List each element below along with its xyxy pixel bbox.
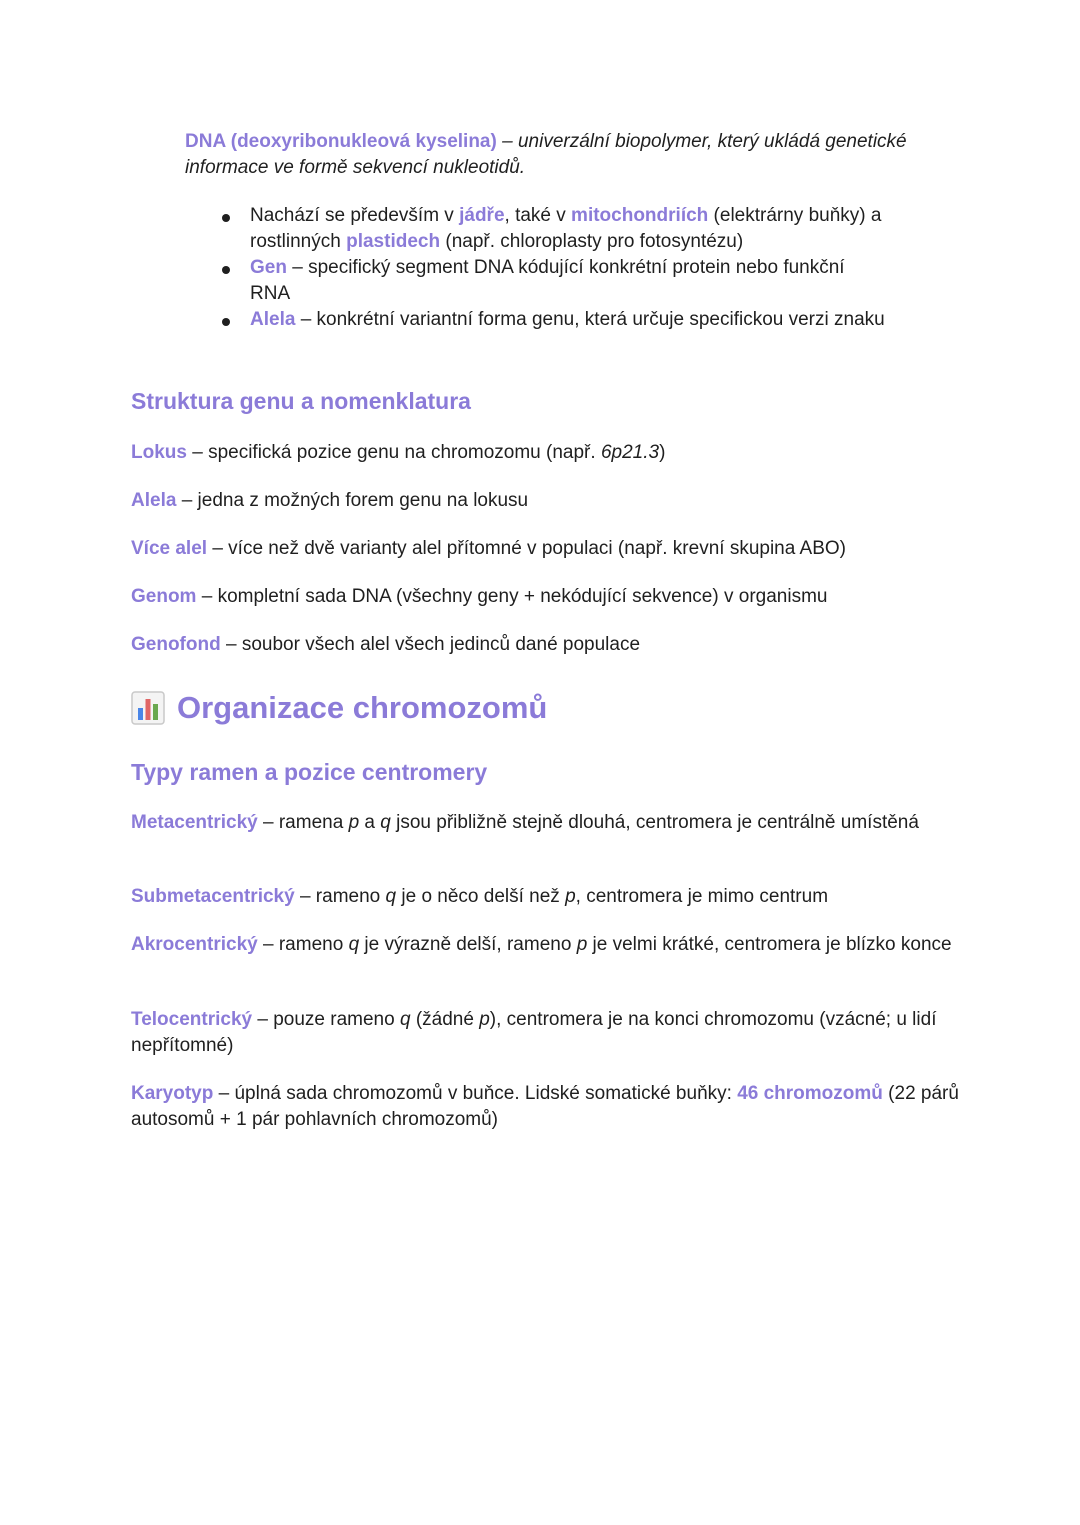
definition-submetacentric: Submetacentrický – rameno q je o něco delší než p, centromera je mimo centrum bbox=[131, 886, 829, 907]
dna-definition: – univerzální biopolymer, který ukládá genetické informace ve formě sekvencí nukleotidů. bbox=[185, 131, 907, 178]
definition-gene-pool: Genofond – soubor všech alel všech jedinců dané populace bbox=[131, 634, 641, 655]
dna-bullet-list bbox=[185, 203, 885, 333]
definition-karyotype: Karyotyp – úplná sada chromozomů v buňce. Lidské somatické buňky: 46 chromozomů (22 párů autosomů + 1 pár pohlavních chromozomů) bbox=[131, 1083, 959, 1130]
bullet-icon bbox=[222, 266, 230, 274]
definition-allele: Alela – jedna z možných forem genu na lokusu bbox=[131, 490, 529, 511]
definition-telocentric: Telocentrický – pouze rameno q (žádné p), centromera je na konci chromozomu (vzácné; u lidí nepřítomné) bbox=[131, 1009, 937, 1056]
dna-term: DNA (deoxyribonukleová kyselina) bbox=[185, 131, 497, 152]
chapter-heading bbox=[131, 690, 547, 726]
definition-metacentric: Metacentrický – ramena p a q jsou přibližně stejně dlouhá, centromera je centrálně umístěná bbox=[131, 812, 919, 833]
section-heading-arm-types: Typy ramen a pozice centromery bbox=[131, 759, 488, 785]
bullet-icon bbox=[222, 214, 230, 222]
intro-paragraph bbox=[185, 129, 925, 181]
section-heading-gene-structure: Struktura genu a nomenklatura bbox=[131, 388, 471, 414]
list-item: Gen – specifický segment DNA kódující konkrétní protein nebo funkční RNA bbox=[185, 255, 885, 307]
chapter-title: Organizace chromozomů bbox=[177, 690, 548, 725]
bullet-icon bbox=[222, 318, 230, 326]
definition-locus: Lokus – specifická pozice genu na chromozomu (např. 6p21.3) bbox=[131, 442, 666, 463]
definition-multiple-alleles: Více alel – více než dvě varianty alel přítomné v populaci (např. krevní skupina ABO) bbox=[131, 538, 846, 559]
definition-genome: Genom – kompletní sada DNA (všechny geny + nekódující sekvence) v organismu bbox=[131, 586, 828, 607]
list-item: Alela – konkrétní variantní forma genu, která určuje specifickou verzi znaku bbox=[185, 307, 885, 333]
definition-acrocentric: Akrocentrický – rameno q je výrazně delší, rameno p je velmi krátké, centromera je blízko konce bbox=[131, 934, 952, 955]
bar-chart-icon bbox=[131, 691, 165, 725]
list-item: Nachází se především v jádře, také v mitochondriích (elektrárny buňky) a rostlinných plastidech (např. chloroplasty pro fotosyntézu) bbox=[185, 203, 885, 255]
